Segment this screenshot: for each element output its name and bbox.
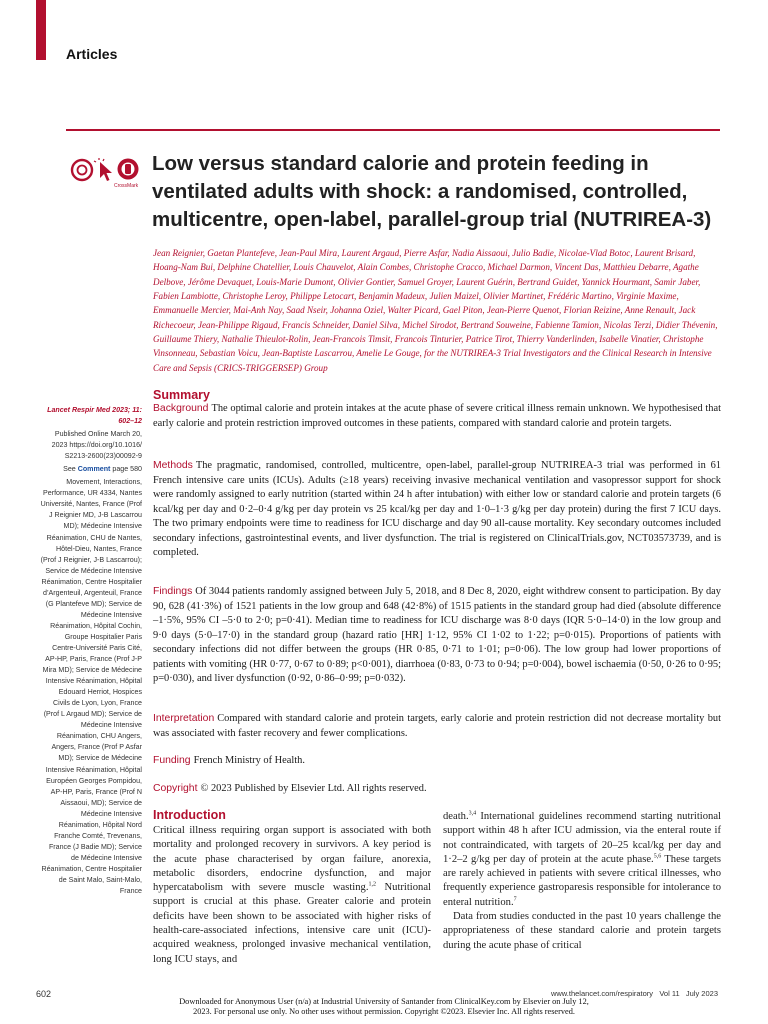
cursor-click-icon[interactable]: [94, 158, 112, 181]
funding-label: Funding: [153, 755, 191, 766]
introduction-column-right: [443, 810, 721, 953]
abstract-background: [153, 402, 721, 431]
open-access-icon[interactable]: [72, 160, 92, 180]
findings-text: Of 3044 patients randomly assigned between July 5, 2018, and 8 Dec 8, 2020, eight withdrew consent to participation. By day 90, 628 (41·3%) of 1521 patients in the low group and 648 (42·8%) of 1515 patients in the standard group had died (absolute difference –1·5%, 95% CI –5·0 to 2·0; p=0·41). Median time to readiness for ICU discharge was 8·0 days (IQR 5·0–14·0) in the low group and 9·0 days (5·0–17·0) in the standard group (hazard ratio [HR] 1·12, 95% CI 1·02 to 1·22; p=0·015). Proportions of patients with secondary infections did not differ between the groups (HR 0·85, 0·71 to 1·01; p=0·06). The low group had lower proportions of patients with vomiting (HR 0·77, 0·67 to 0·89; p<0·001), diarrhoea (0·83, 0·73 to 0·94; p=0·004), bowel ischaemia (0·50, 0·26 to 0·95; p=0·030), and liver dysfunction (0·92, 0·86–0·99; p=0·032).: [153, 586, 721, 684]
article-sidebar: [40, 405, 142, 899]
comment-link[interactable]: Comment: [77, 465, 111, 474]
intro-paragraph-3a: death.: [443, 811, 469, 822]
reference-marker[interactable]: 3,4: [468, 810, 477, 817]
section-label: Articles: [66, 46, 118, 62]
background-text: The optimal calorie and protein intakes at the acute phase of severe critical illness remain unknown. We hypothesised that early calorie and protein restriction improved outcomes in these patients, compared with standard calorie and protein targets.: [153, 403, 721, 429]
methods-label: Methods: [153, 460, 193, 471]
download-notice-line-2: 2023. For personal use only. No other uses without permission. Copyright ©2023. Elsevier Inc. All rights reserved.: [193, 1006, 575, 1016]
see-comment: [40, 464, 142, 475]
summary-heading: Summary: [153, 388, 210, 402]
introduction-column-left: [153, 824, 431, 967]
intro-paragraph-3b: International guidelines recommend starting nutritional support within 48 h after ICU admission, via the enteral route if not contraindicated, with targets of 20–25 kcal/kg per day and 1·2–2 g/kg per day of protein at the acute phase.: [443, 811, 721, 865]
crossmark-label: CrossMark: [114, 183, 139, 189]
journal-url[interactable]: www.thelancet.com/respiratory: [550, 989, 654, 998]
findings-label: Findings: [153, 586, 193, 597]
interpretation-label: Interpretation: [153, 713, 215, 724]
introduction-heading: Introduction: [153, 808, 226, 822]
copyright-label: Copyright: [153, 783, 198, 794]
header-rule: [66, 129, 720, 131]
copyright-text: © 2023 Published by Elsevier Ltd. All rights reserved.: [200, 783, 427, 794]
methods-text: The pragmatic, randomised, controlled, multicentre, open-label, parallel-group NUTRIREA-3 trial was performed in 61 French intensive care units (ICUs). Adults (≥18 years) receiving invasive mechanical ventilation and vasopressor support for shock were randomly assigned to early nutrition (started within 24 h after intubation) with either low or standard calorie and protein targets (6 kcal/kg per day and 0·2–0·4 g/kg per day protein vs 25 kcal/kg per day and 1·0–1·3 g/kg per day protein) during the first 7 ICU days. The two primary endpoints were time to readiness for ICU discharge and day 90 all-cause mortality. Key secondary outcomes included secondary infections, gastrointestinal events, and liver dysfunction. The trial is registered on ClinicalTrials.gov, NCT03573739, and is completed.: [153, 460, 721, 558]
journal-date: July 2023: [685, 989, 718, 998]
journal-volume: Vol 11: [659, 989, 680, 998]
crossmark-icon[interactable]: [118, 159, 139, 180]
download-notice-line-1: Downloaded for Anonymous User (n/a) at Industrial University of Santander from ClinicalKey.com by Elsevier on July 12,: [179, 997, 589, 1006]
intro-paragraph-3c: These targets are rarely achieved in patients with severe critical illnesses, who frequently experience gastroparesis responsible for intolerance to enteral nutrition.: [443, 853, 721, 908]
page-number: 602: [36, 989, 52, 999]
intro-paragraph-1: Critical illness requiring organ support is associated with both mortality and prolonged recovery in survivors. A key period is the acute phase characterised by organ failure, anorexia, metabolic disorders, endocrine dysfunction, and major hypercatabolism with severe muscle wasting.: [153, 825, 431, 894]
abstract-findings: [153, 585, 721, 687]
download-notice: [0, 997, 768, 1017]
intro-paragraph-2: Nutritional support is crucial at this phase. Greater calorie and protein deficits have been shown to be associated with higher risks of health-care-associated infections, intensive care unit (ICU)-acquired weakness, prolonged invasive mechanical ventilation, long ICU stays, and: [153, 882, 431, 965]
background-label: Background: [153, 403, 209, 414]
reference-marker[interactable]: 1,2: [368, 881, 376, 888]
interpretation-text: Compared with standard calorie and protein targets, early calorie and protein restriction did not decrease mortality but was associated with faster recovery and fewer complications.: [153, 713, 721, 739]
section-marker-bar: [36, 0, 46, 60]
journal-citation: Lancet Respir Med 2023; 11: 602–12: [47, 406, 142, 426]
abstract-funding: [153, 754, 721, 769]
article-title: Low versus standard calorie and protein feeding in ventilated adults with shock: a randomised, controlled, multicentre, open-label, parallel-group trial (NUTRIREA-3): [152, 152, 712, 231]
publication-info: Published Online March 20, 2023 https://doi.org/10.1016/ S2213-2600(23)00092-9: [51, 430, 142, 461]
intro-paragraph-4: Data from studies conducted in the past 10 years challenge the appropriateness of these standard calorie and protein targets during the acute phase of critical: [443, 911, 721, 951]
funding-text: French Ministry of Health.: [193, 755, 305, 766]
reference-marker[interactable]: 7: [513, 896, 517, 903]
abstract-copyright: [153, 782, 721, 797]
title-icons: [70, 156, 142, 186]
see-prefix: See: [63, 465, 76, 474]
abstract-interpretation: [153, 712, 721, 741]
author-affiliations: Movement, Interactions, Performance, UR 4334, Nantes Université, Nantes, France (Prof J Reignier MD, J-B Lascarrou MD); Médecine Intensive Réanimation, CHU de Nantes, Hôtel-Dieu, Nantes, France (Prof J Reignier, J-B Lascarrou); Service de Médecine Intensive Réanimation, Centre Hospitalier d’Argenteuil, Argenteuil, France (G Plantefeve MD); Service de Médecine Intensive Réanimation, Hôpital Cochin, Groupe Hospitalier Paris Centre-Université Paris Cité, AP-HP, Paris, France (Prof J-P Mira MD); Service de Médecine Intensive Réanimation, Hôpital Edouard Herriot, Hospices Civils de Lyon, Lyon, France (Prof L Argaud MD); Service de Médecine Intensive Réanimation, CHU Angers, Angers, France (Prof P Asfar MD); Service de Médecine Intensive Réanimation, Hôpital Européen Georges Pompidou, AP-HP, Paris, France (Prof N Aissaoui, MD); Service de Médecine Intensive Réanimation, Hôpital Nord Franche Comté, Trevenans, France (J Badie MD); Service de Médecine Intensive Réanimation, Centre Hospitalier de Saint Malo, Saint-Malo, France: [40, 478, 142, 896]
reference-marker[interactable]: 5,6: [653, 853, 662, 860]
see-suffix: page 580: [112, 465, 142, 474]
author-list: Jean Reignier, Gaetan Plantefeve, Jean-Paul Mira, Laurent Argaud, Pierre Asfar, Nadia Aissaoui, Julio Badie, Nicolae-Vlad Botoc, Laurent Brisard, Hoang-Nam Bui, Delphine Chatellier, Louis Chauvelot, Alain Combes, Christophe Cracco, Michael Darmon, Vincent Das, Matthieu Debarre, Agathe Delbove, Jérôme Devaquet, Louis-Marie Dumont, Olivier Gontier, Samuel Groyer, Laurent Guérin, Bertrand Guidet, Yannick Hourmant, Samir Jaber, Fabien Lambiotte, Christophe Leroy, Philippe Letocart, Benjamin Madeux, Julien Maizel, Olivier Martinet, Frédéric Martino, Virginie Maxime, Emmanuelle Mercier, Mai-Anh Nay, Saad Nseir, Johanna Oziel, Walter Picard, Gael Piton, Jean-Pierre Quenot, Florian Reizine, Anne Renault, Jack Richecoeur, Jean-Philippe Rigaud, Francis Schneider, Daniel Silva, Michel Sirodot, Bertrand Souweine, Fabienne Tamion, Nicolas Terzi, Didier Thévenin, Guillaume Thiery, Nathalie Thieulot-Rolin, Jean-Francois Timsit, Francois Tinturier, Patrice Tirot, Thierry Vanderlinden, Isabelle Vinatier, Christophe Vinsonneau, Sebastian Voicu, Jean-Baptiste Lascarrou, Amelie Le Gouge, for the NUTRIREA-3 Trial Investigators and the Clinical Research in Intensive Care and Sepsis (CRICS-TRIGGERSEP) Group: [153, 248, 718, 373]
abstract-methods: [153, 459, 721, 561]
